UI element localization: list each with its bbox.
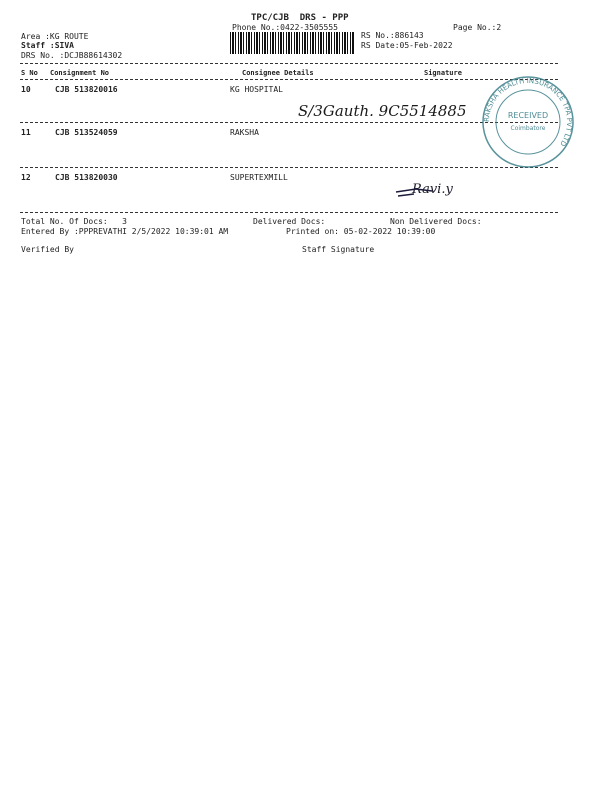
row-consignee: RAKSHA — [230, 128, 259, 137]
divider — [20, 167, 558, 168]
staff-signature: Staff Signature — [302, 245, 375, 254]
stamp-center-text: Coimbatore — [510, 125, 546, 132]
row-consignment: CJB 513820030 — [55, 173, 118, 182]
staff-label: Staff :SIVA — [21, 41, 74, 50]
phone-number: Phone No.:0422-3505555 — [232, 23, 338, 32]
divider — [20, 122, 558, 123]
stamp-outer-text: RAKSHA HEALTH INSURANCE TPA PVT LTD — [482, 76, 574, 148]
row-consignment: CJB 513820016 — [55, 85, 118, 94]
row-consignee: SUPERTEXMILL — [230, 173, 288, 182]
row-sno: 12 — [21, 173, 31, 182]
document-title: TPC/CJB DRS - PPP — [251, 13, 349, 23]
rs-number: RS No.:886143 — [361, 31, 424, 40]
delivered-docs: Delivered Docs: — [253, 217, 326, 226]
row-sno: 11 — [21, 128, 31, 137]
barcode — [230, 32, 354, 54]
divider — [20, 79, 558, 80]
received-stamp-icon — [480, 74, 576, 170]
column-header-sno: S No — [21, 69, 38, 77]
column-header-consignee: Consignee Details — [242, 69, 314, 77]
total-docs: Total No. Of Docs: 3 — [21, 217, 127, 226]
entered-by: Entered By :PPPREVATHI 2/5/2022 10:39:01 AM — [21, 227, 229, 236]
row-consignee: KG HOSPITAL — [230, 85, 283, 94]
printed-on: Printed on: 05-02-2022 10:39:00 — [286, 227, 436, 236]
handwritten-signature: S/3Gauth. 9C5514885 — [298, 102, 467, 120]
divider — [20, 212, 558, 213]
page-number: Page No.:2 — [453, 23, 502, 32]
area-label: Area :KG ROUTE — [21, 32, 89, 41]
column-header-signature: Signature — [424, 69, 462, 77]
verified-by: Verified By — [21, 245, 74, 254]
rs-date: RS Date:05-Feb-2022 — [361, 41, 453, 50]
signature-scribble — [392, 180, 472, 204]
non-delivered-docs: Non Delivered Docs: — [390, 217, 482, 226]
drs-number: DRS No. :DCJB88614302 — [21, 51, 123, 60]
row-consignment: CJB 513524059 — [55, 128, 118, 137]
handwritten-signature: Ravi.y — [412, 182, 453, 197]
stamp-inner-text: RECEIVED — [507, 111, 549, 120]
divider — [20, 63, 558, 64]
row-sno: 10 — [21, 85, 31, 94]
column-header-consignment: Consignment No — [50, 69, 110, 77]
